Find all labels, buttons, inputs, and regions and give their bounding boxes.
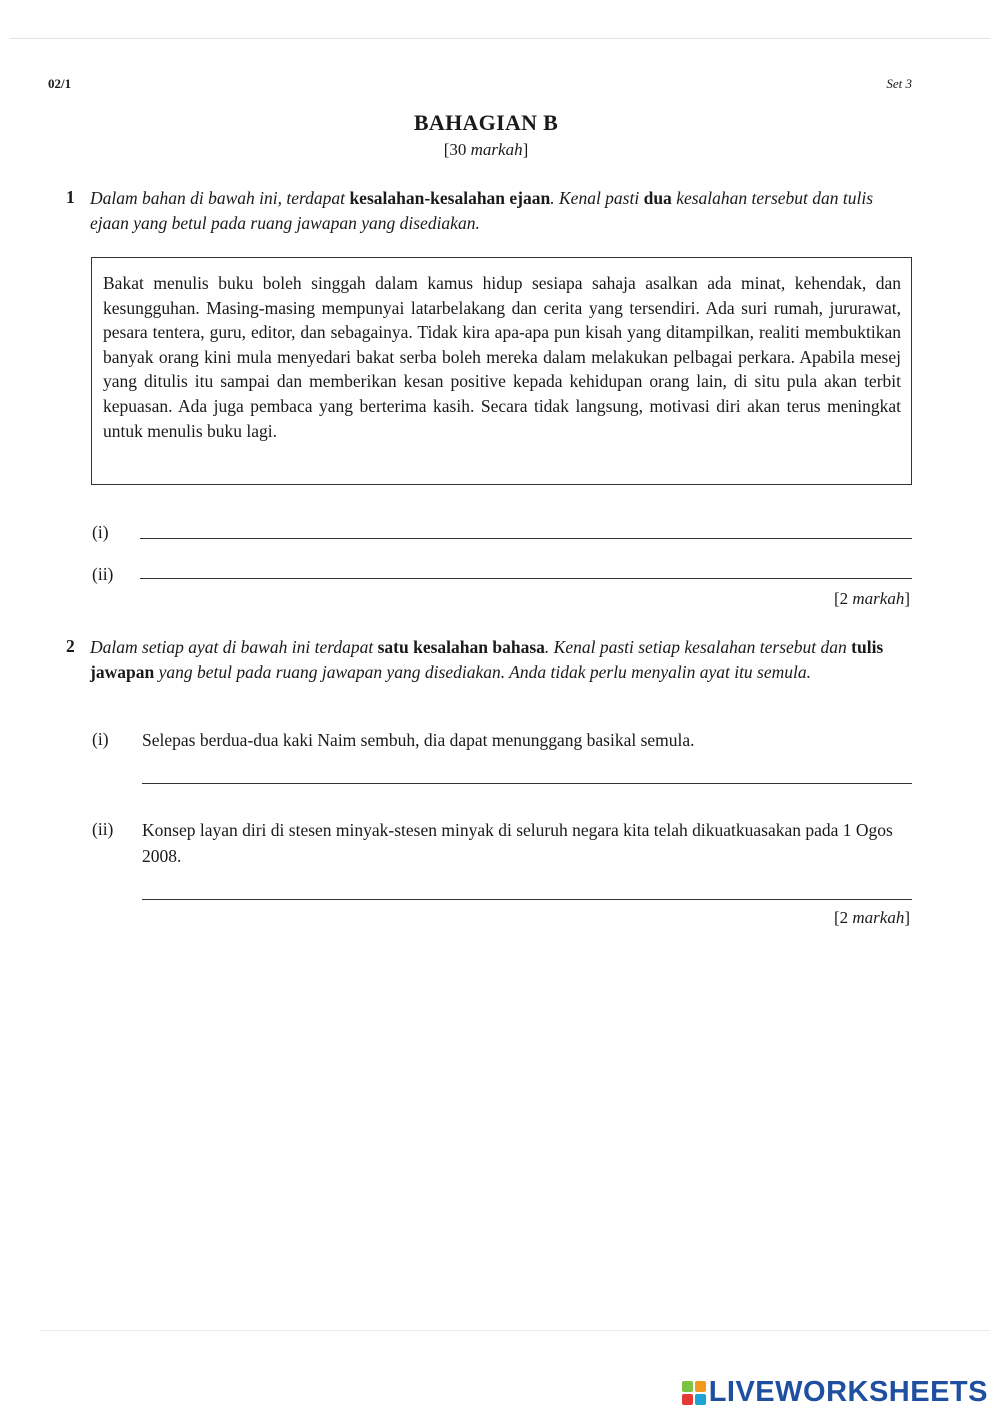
- item-label: (i): [92, 729, 109, 749]
- answer-field-2-i[interactable]: [142, 783, 912, 784]
- liveworksheets-logo: [682, 1376, 988, 1409]
- question-2-instruction: Dalam setiap ayat di bawah ini terdapat satu kesalahan bahasa. Kenal pasti setiap kesalahan tersebut dan tulis jawapan yang betul pada ruang jawapan yang disediakan. Anda tidak perlu menyalin ayat itu semula.: [90, 637, 884, 682]
- set-label: Set 3: [886, 76, 912, 91]
- section-title: BAHAGIAN B: [413, 110, 559, 135]
- scan-edge: [10, 38, 990, 39]
- answer-label: (ii): [92, 564, 114, 584]
- question-2-marks: [2 markah]: [833, 908, 910, 927]
- section-marks: [30 markah]: [443, 140, 529, 159]
- paper-code: 02/1: [48, 76, 72, 91]
- answer-field-2-ii[interactable]: [142, 899, 912, 900]
- question-1-marks: [2 markah]: [833, 589, 910, 608]
- logo-text: LIVEWORKSHEETS: [708, 1376, 988, 1408]
- logo-mark-icon: [682, 1381, 706, 1405]
- question-1-instruction: Dalam bahan di bawah ini, terdapat kesalahan-kesalahan ejaan. Kenal pasti dua kesalahan tersebut dan tulis ejaan yang betul pada ruang jawapan yang disediakan.: [90, 188, 874, 233]
- item-sentence: Selepas berdua-dua kaki Naim sembuh, dia dapat menunggang basikal semula.: [142, 730, 695, 750]
- question-number: 1: [66, 187, 75, 207]
- answer-label: (i): [92, 522, 109, 542]
- passage-box: Bakat menulis buku boleh singgah dalam kamus hidup sesiapa sahaja asalkan ada minat, kehendak, dan kesungguhan. Masing-masing mempunyai latarbelakang dan cerita yang tersendiri. Ada suri rumah, jururawat, pesara tentera, guru, editor, dan sebagainya. Tidak kira apa-apa pun kisah yang ditampilkan, realiti membuktikan banyak orang kini mula menyedari bakat serba boleh mereka dalam melakukan pelbagai perkara. Apabila mesej yang ditulis itu sampai dan memberikan kesan positive kepada kehidupan orang lain, di situ pula akan terbit kepuasan. Ada juga pembaca yang berterima kasih. Secara tidak langsung, motivasi diri akan terus meningkat untuk menulis buku lagi.: [91, 257, 912, 485]
- item-sentence: Konsep layan diri di stesen minyak-stesen minyak di seluruh negara kita telah dikuatkuasakan pada 1 Ogos 2008.: [142, 820, 893, 866]
- question-number: 2: [66, 636, 75, 656]
- item-label: (ii): [92, 819, 114, 839]
- scan-edge: [40, 1330, 990, 1331]
- answer-field-1-ii[interactable]: [140, 578, 912, 579]
- answer-field-1-i[interactable]: [140, 538, 912, 539]
